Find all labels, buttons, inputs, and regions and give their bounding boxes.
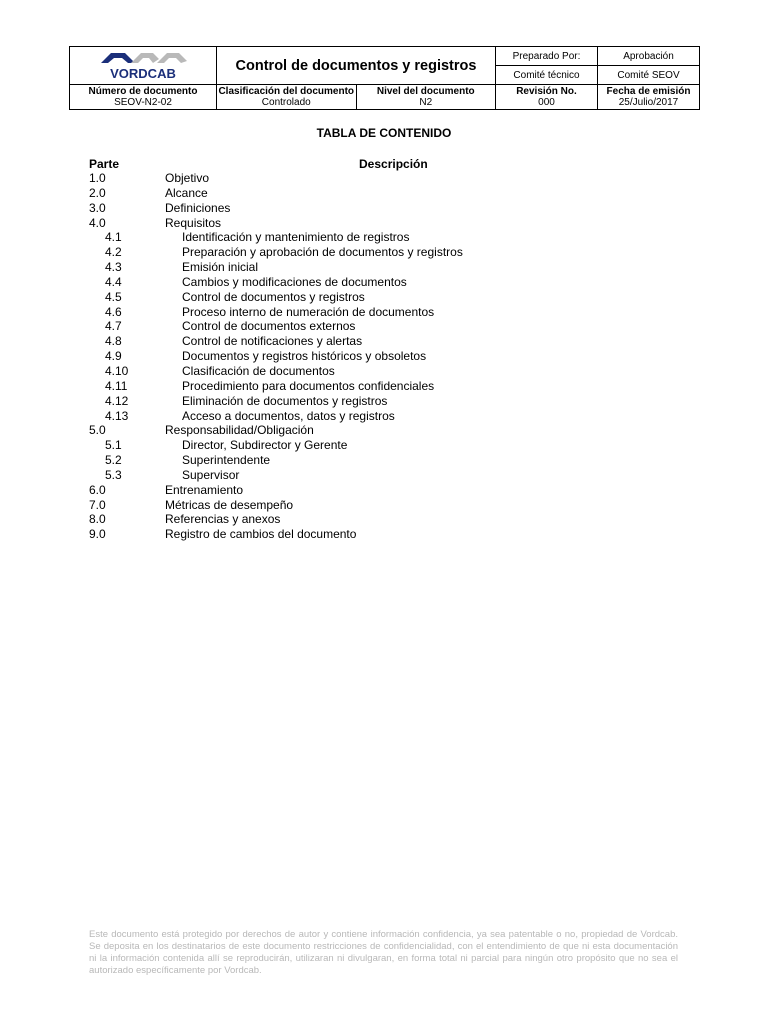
toc-item xyxy=(0,394,768,409)
toc-item xyxy=(0,290,768,305)
doc-number-label: Número de documento xyxy=(88,86,198,97)
prepared-by-value: Comité técnico xyxy=(496,66,598,85)
toc-item-number: 8.0 xyxy=(89,512,106,527)
toc-list xyxy=(0,171,768,542)
toc-item xyxy=(0,201,768,216)
toc-item xyxy=(0,245,768,260)
toc-item xyxy=(0,409,768,424)
toc-item-text: Alcance xyxy=(165,185,208,200)
approval-value: Comité SEOV xyxy=(598,66,700,85)
toc-item-text: Control de documentos externos xyxy=(182,319,356,334)
toc-item xyxy=(0,468,768,483)
toc-item xyxy=(0,260,768,275)
toc-item xyxy=(0,216,768,231)
level-label: Nivel del documento xyxy=(376,86,475,97)
toc-item-number: 7.0 xyxy=(89,497,106,512)
toc-item-number: 4.12 xyxy=(105,393,129,408)
toc-item-number: 2.0 xyxy=(89,185,106,200)
toc-item-number: 5.3 xyxy=(105,467,122,482)
toc-item-number: 5.0 xyxy=(89,423,106,438)
toc-item-number: 4.4 xyxy=(105,274,122,289)
doc-number-value: SEOV-N2-02 xyxy=(114,97,172,108)
toc-item-number: 6.0 xyxy=(89,482,106,497)
toc-item xyxy=(0,334,768,349)
toc-item xyxy=(0,483,768,498)
revision-cell xyxy=(496,85,598,110)
toc-item-text: Documentos y registros históricos y obsoletos xyxy=(182,349,427,364)
doc-number-cell xyxy=(70,85,217,110)
toc-item-number: 4.1 xyxy=(105,230,122,245)
toc-item-number: 3.0 xyxy=(89,200,106,215)
toc-item xyxy=(0,275,768,290)
toc-item-number: 5.1 xyxy=(105,438,122,453)
toc-item-text: Control de documentos y registros xyxy=(182,289,365,304)
document-header-table xyxy=(69,46,700,110)
toc-item xyxy=(0,379,768,394)
toc-title: TABLA DE CONTENIDO xyxy=(316,126,452,140)
toc-item-text: Registro de cambios del documento xyxy=(165,527,357,542)
toc-item xyxy=(0,453,768,468)
document-title: Control de documentos y registros xyxy=(217,47,496,85)
toc-item xyxy=(0,512,768,527)
classification-value: Controlado xyxy=(261,97,311,108)
date-value: 25/Julio/2017 xyxy=(618,97,679,108)
toc-item-text: Responsabilidad/Obligación xyxy=(165,423,314,438)
toc-item xyxy=(0,423,768,438)
revision-value: 000 xyxy=(538,97,555,108)
prepared-by-label: Preparado Por: xyxy=(496,47,598,66)
toc-item-number: 4.13 xyxy=(105,408,129,423)
toc-item-text: Referencias y anexos xyxy=(165,512,281,527)
toc-item xyxy=(0,349,768,364)
classification-cell xyxy=(217,85,357,110)
toc-item-text: Acceso a documentos, datos y registros xyxy=(182,408,395,423)
toc-item xyxy=(0,498,768,513)
toc-item xyxy=(0,230,768,245)
toc-column-description: Descripción xyxy=(359,157,428,171)
toc-item-number: 9.0 xyxy=(89,527,106,542)
toc-item xyxy=(0,527,768,542)
toc-item-text: Entrenamiento xyxy=(165,482,244,497)
toc-item-text: Eliminación de documentos y registros xyxy=(182,393,388,408)
toc-item-text: Proceso interno de numeración de documentos xyxy=(182,304,435,319)
toc-item-text: Definiciones xyxy=(165,200,231,215)
toc-item-text: Director, Subdirector y Gerente xyxy=(182,438,348,453)
approval-label: Aprobación xyxy=(598,47,700,66)
toc-item-number: 4.8 xyxy=(105,334,122,349)
toc-item xyxy=(0,171,768,186)
date-label: Fecha de emisión xyxy=(606,86,691,97)
toc-column-part: Parte xyxy=(89,157,120,171)
toc-item-text: Superintendente xyxy=(182,453,271,468)
date-cell xyxy=(598,85,700,110)
classification-label: Clasificación del documento xyxy=(218,86,355,97)
revision-label: Revisión No. xyxy=(516,86,577,97)
vordcab-logo xyxy=(95,49,191,83)
toc-item-number: 4.2 xyxy=(105,245,122,260)
toc-item-number: 4.11 xyxy=(105,378,128,393)
toc-item-text: Objetivo xyxy=(165,171,210,185)
toc-item-text: Procedimiento para documentos confidenciales xyxy=(182,378,435,393)
toc-item-text: Identificación y mantenimiento de registros xyxy=(182,230,410,245)
toc-item-text: Supervisor xyxy=(182,467,240,482)
toc-item-text: Cambios y modificaciones de documentos xyxy=(182,274,407,289)
toc-item-text: Clasificación de documentos xyxy=(182,363,335,378)
toc-item-number: 4.0 xyxy=(89,215,106,230)
toc-item-number: 4.6 xyxy=(105,304,122,319)
toc-item xyxy=(0,186,768,201)
logo-text: VORDCAB xyxy=(110,65,176,81)
toc-item-text: Emisión inicial xyxy=(182,260,259,275)
toc-item-number: 4.5 xyxy=(105,289,122,304)
logo-cell xyxy=(70,47,217,85)
toc-item-number: 1.0 xyxy=(89,171,106,185)
toc-item-number: 4.7 xyxy=(105,319,122,334)
confidentiality-footer: Este documento está protegido por derechos de autor y contiene información confidencia, ya sea patentable o no, propiedad de Vordcab. Se deposita en los destinatarios de este documento restricciones de confidencialidad, con el entendimiento de que ni esta documentación ni la información contenida allí se reproducirán, utilizaran ni divulgaran, en forma total ni parcial para ningún otro propósito que no sea el autorizado específicamente por Vordcab. xyxy=(89,929,678,976)
toc-item xyxy=(0,438,768,453)
toc-item-number: 4.10 xyxy=(105,363,129,378)
toc-item xyxy=(0,319,768,334)
level-value: N2 xyxy=(419,97,433,108)
toc-item-number: 5.2 xyxy=(105,453,122,468)
toc-item-number: 4.9 xyxy=(105,349,122,364)
toc-item-number: 4.3 xyxy=(105,260,122,275)
toc-item xyxy=(0,364,768,379)
toc-item xyxy=(0,305,768,320)
toc-item-text: Preparación y aprobación de documentos y registros xyxy=(182,245,463,260)
level-cell xyxy=(356,85,496,110)
toc-item-text: Control de notificaciones y alertas xyxy=(182,334,363,349)
toc-item-text: Métricas de desempeño xyxy=(165,497,294,512)
toc-item-text: Requisitos xyxy=(165,215,222,230)
